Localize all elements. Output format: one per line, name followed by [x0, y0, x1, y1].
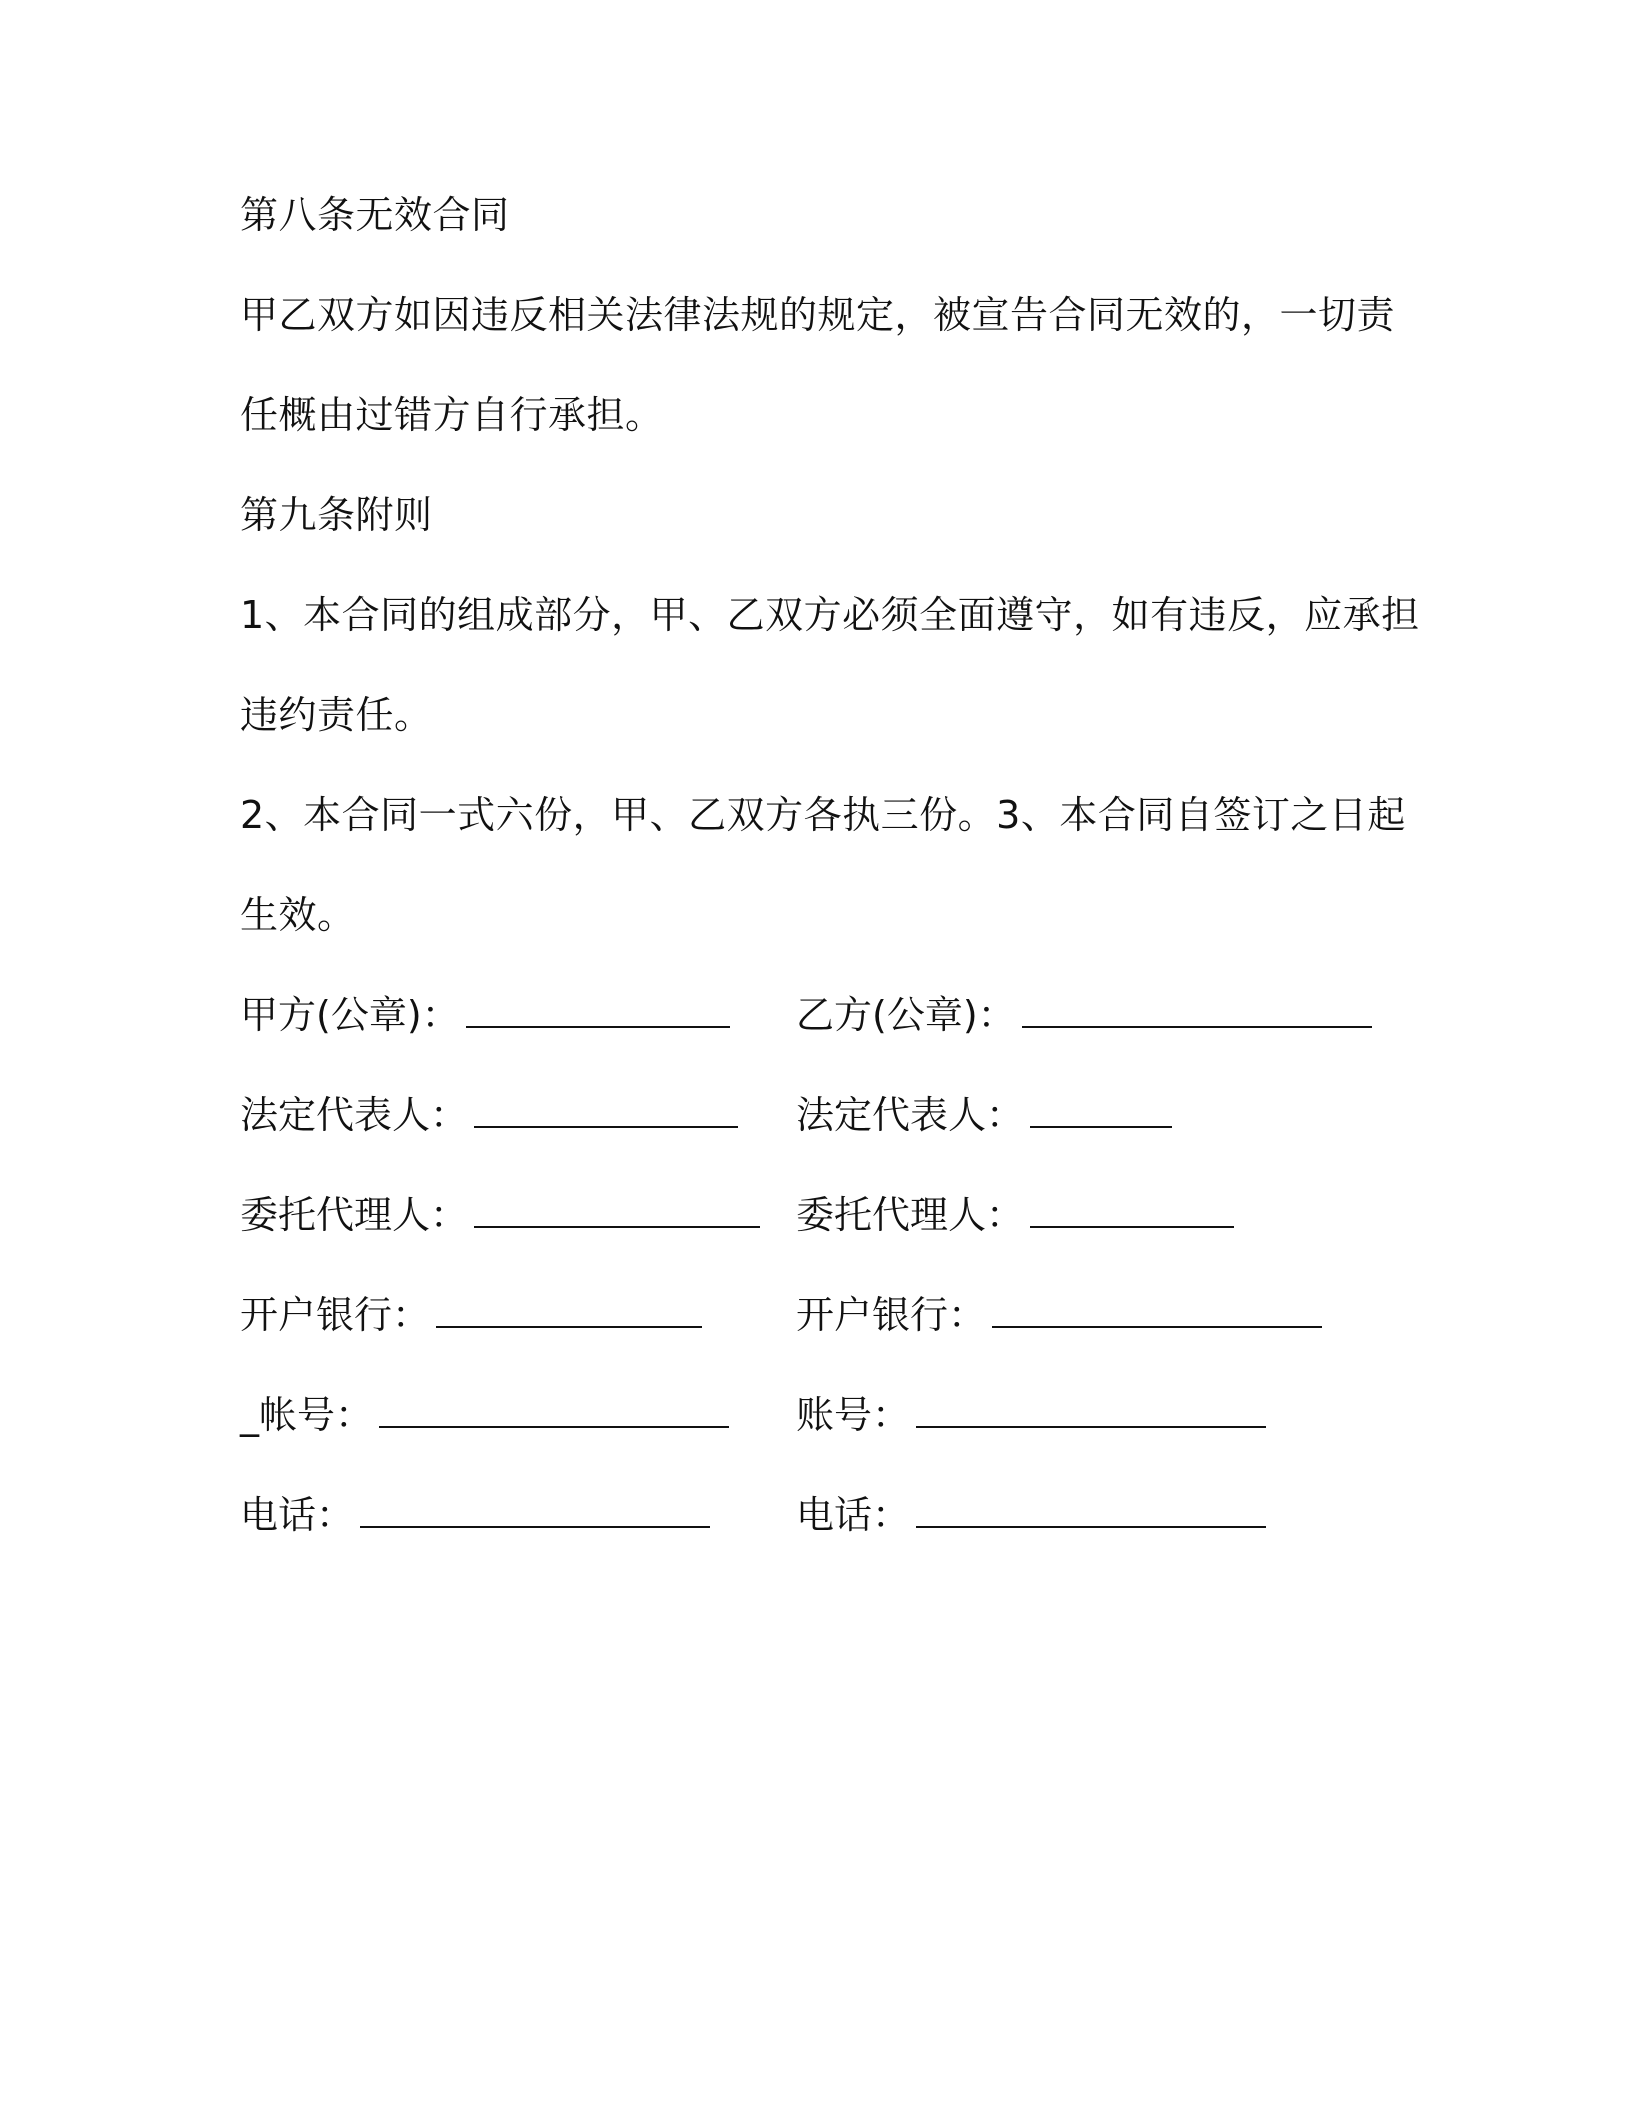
party-a-account-blank	[379, 1392, 729, 1428]
article9-item1-line1: 1、本合同的组成部分，甲、乙双方必须全面遵守，如有违反，应承担	[240, 593, 1420, 637]
article8-body-line2: 任概由过错方自行承担。	[240, 393, 664, 437]
party-b-account	[796, 1390, 1266, 1440]
party-a-agent-label: 委托代理人：	[240, 1193, 469, 1237]
party-a-phone-label: 电话：	[240, 1493, 355, 1537]
party-b-seal	[796, 990, 1372, 1040]
signature-row-phone	[240, 1490, 1440, 1540]
article9-item1-line2: 违约责任。	[240, 693, 433, 737]
party-a-agent	[240, 1190, 760, 1240]
party-b-agent-label: 委托代理人：	[796, 1193, 1025, 1237]
signature-row-legal-rep	[240, 1090, 1440, 1140]
article8-title: 第八条无效合同	[240, 193, 510, 237]
party-a-seal	[240, 990, 730, 1040]
party-a-legal-rep-blank	[474, 1092, 738, 1128]
party-b-legal-rep-blank	[1030, 1092, 1172, 1128]
signature-row-bank	[240, 1290, 1440, 1340]
party-b-bank-label: 开户银行：	[796, 1293, 987, 1337]
signature-row-account	[240, 1390, 1440, 1440]
party-a-bank	[240, 1290, 702, 1340]
party-b-bank	[796, 1290, 1322, 1340]
party-b-phone	[796, 1490, 1266, 1540]
party-a-account	[240, 1390, 729, 1440]
party-a-seal-label: 甲方(公章)：	[240, 993, 460, 1037]
party-b-legal-rep	[796, 1090, 1172, 1140]
party-b-bank-blank	[992, 1292, 1322, 1328]
signature-row-seal	[240, 990, 1440, 1040]
party-a-legal-rep	[240, 1090, 738, 1140]
party-a-bank-blank	[436, 1292, 702, 1328]
party-a-phone	[240, 1490, 710, 1540]
article9-title: 第九条附则	[240, 493, 433, 537]
party-b-seal-label: 乙方(公章)：	[796, 993, 1016, 1037]
party-b-phone-label: 电话：	[796, 1493, 911, 1537]
party-a-account-label: _帐号：	[240, 1393, 374, 1437]
party-b-account-label: 账号：	[796, 1393, 911, 1437]
article9-item2-line2: 生效。	[240, 893, 356, 937]
party-b-agent-blank	[1030, 1192, 1234, 1228]
party-b-agent	[796, 1190, 1234, 1240]
party-a-agent-blank	[474, 1192, 760, 1228]
party-a-bank-label: 开户银行：	[240, 1293, 431, 1337]
article8-body-line1: 甲乙双方如因违反相关法律法规的规定，被宣告合同无效的，一切责	[240, 293, 1396, 337]
party-b-phone-blank	[916, 1492, 1266, 1528]
party-b-legal-rep-label: 法定代表人：	[796, 1093, 1025, 1137]
party-b-account-blank	[916, 1392, 1266, 1428]
party-b-seal-blank	[1022, 992, 1372, 1028]
party-a-seal-blank	[466, 992, 730, 1028]
signature-row-agent	[240, 1190, 1440, 1240]
party-a-legal-rep-label: 法定代表人：	[240, 1093, 469, 1137]
party-a-phone-blank	[360, 1492, 710, 1528]
article9-item2-line1: 2、本合同一式六份，甲、乙双方各执三份。3、本合同自签订之日起	[240, 793, 1406, 837]
